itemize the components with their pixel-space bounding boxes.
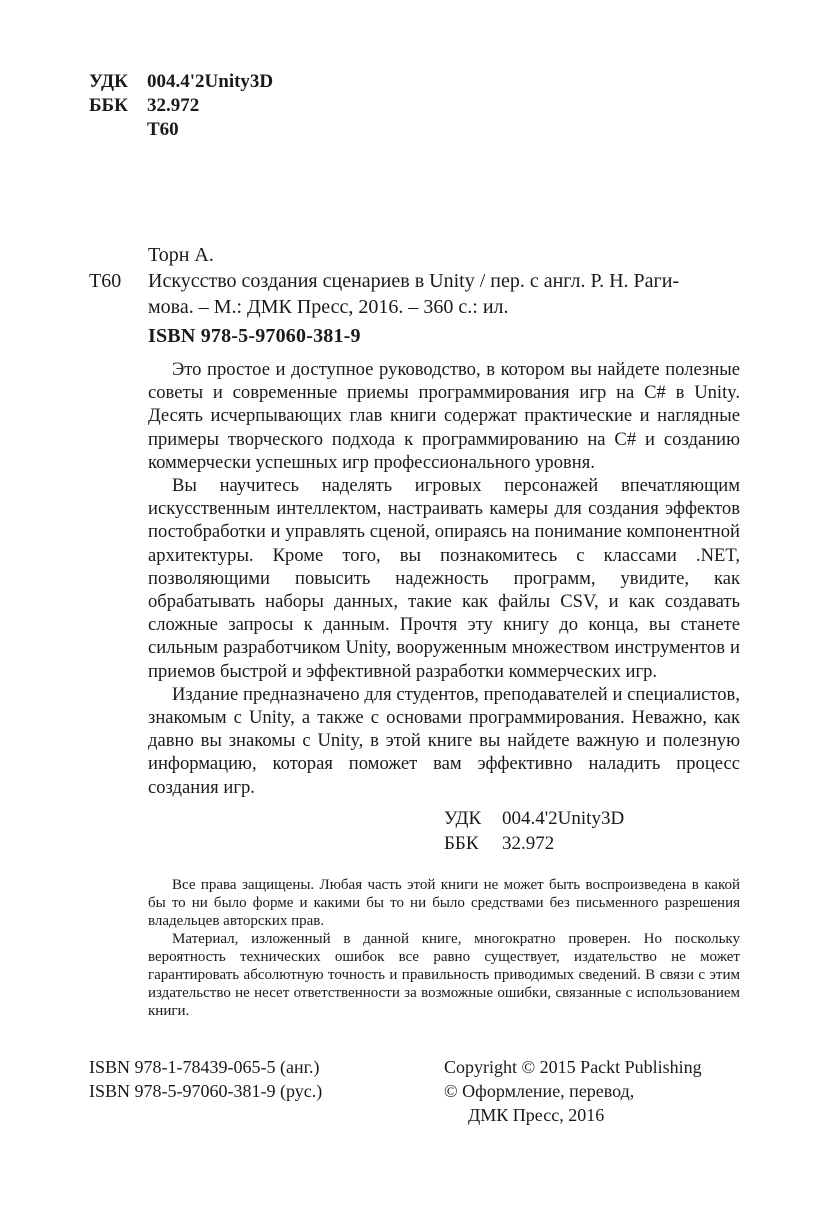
bbk-row [89,94,273,118]
copyright-block [444,1055,702,1127]
annotation-paragraph: Это простое и доступное руководство, в котором вы найдете полезные советы и современные приемы программирования игр на C# в Unity. Десять исчерпывающих глав книги содержат практические и наглядные примеры творческого подхода к программированию на C# и созданию коммерчески успешных игр профессионального уровня. [148,359,740,473]
annotation-paragraph: Вы научитесь наделять игровых персонажей впечатляющим искусственным интеллектом, настраивать камеры для создания эффектов постобработки и управлять сценой, опираясь на понимание компонентной архитектуры. Кроме того, вы познакомитесь с классами .NET, позволяющими повысить надежность программ, увидите, как обрабатывать наборы данных, такие как файлы CSV, и как создавать сложные запросы к данным. Прочтя эту книгу до конца, вы станете сильным разработчиком Unity, вооруженным множеством инструментов и приемов быстрой и эффективной разработки коммерческих игр. [148,475,740,682]
udk-row [444,806,624,831]
copyright-line-3: ДМК Пресс, 2016 [468,1105,605,1125]
udk-value: 004.4'2Unity3D [147,71,274,92]
bbk-label: ББК [444,833,479,854]
isbn-list [89,1055,322,1103]
bbk-value: 32.972 [502,833,555,854]
title-line-2: мова. – М.: ДМК Пресс, 2016. – 360 с.: ил. [148,296,509,318]
classification-codes-top [89,70,273,142]
udk-row [89,70,273,94]
copyright-line-2: © Оформление, перевод, [444,1081,635,1101]
title-line-1: Искусство создания сценариев в Unity / пер. с англ. Р. Н. Раги- [148,270,680,292]
rights-paragraph: Все права защищены. Любая часть этой книги не может быть воспроизведена в какой бы то ни было форме и какими бы то ни было средствами без письменного разрешения владельцев авторских прав. [148,877,740,929]
entry-code: Т60 [89,270,122,292]
entry-author: Торн А. [148,244,214,266]
bbk-label: ББК [89,95,128,116]
copyright-line-1: Copyright © 2015 Packt Publishing [444,1057,702,1077]
udk-label: УДК [89,71,128,92]
bbk-value: 32.972 [147,95,200,116]
rights-paragraph: Материал, изложенный в данной книге, многократно проверен. Но поскольку вероятность технических ошибок все равно существует, издательство не может гарантировать абсолютную точность и правильность приводимых сведений. В связи с этим издательство не несет ответственности за возможные ошибки, связанные с использованием книги. [148,931,740,1019]
classification-codes-bottom [444,806,624,856]
author-mark-row [89,118,273,142]
udk-value: 004.4'2Unity3D [502,808,625,829]
bbk-row [444,831,624,856]
isbn-english: ISBN 978-1-78439-065-5 (анг.) [89,1057,320,1077]
udk-label: УДК [444,808,482,829]
annotation-paragraph: Издание предназначено для студентов, преподавателей и специалистов, знакомым с Unity, а также с основами программирования. Неважно, как давно вы знакомы с Unity, в этой книге вы найдете важную и полезную информацию, которая поможет вам эффективно наладить процесс создания игр. [148,683,740,798]
entry-isbn: ISBN 978-5-97060-381-9 [148,325,361,347]
rights-notice [148,876,740,1020]
entry-title [148,268,738,320]
author-mark: Т60 [147,119,179,140]
annotation [148,358,740,799]
isbn-russian: ISBN 978-5-97060-381-9 (рус.) [89,1081,323,1101]
